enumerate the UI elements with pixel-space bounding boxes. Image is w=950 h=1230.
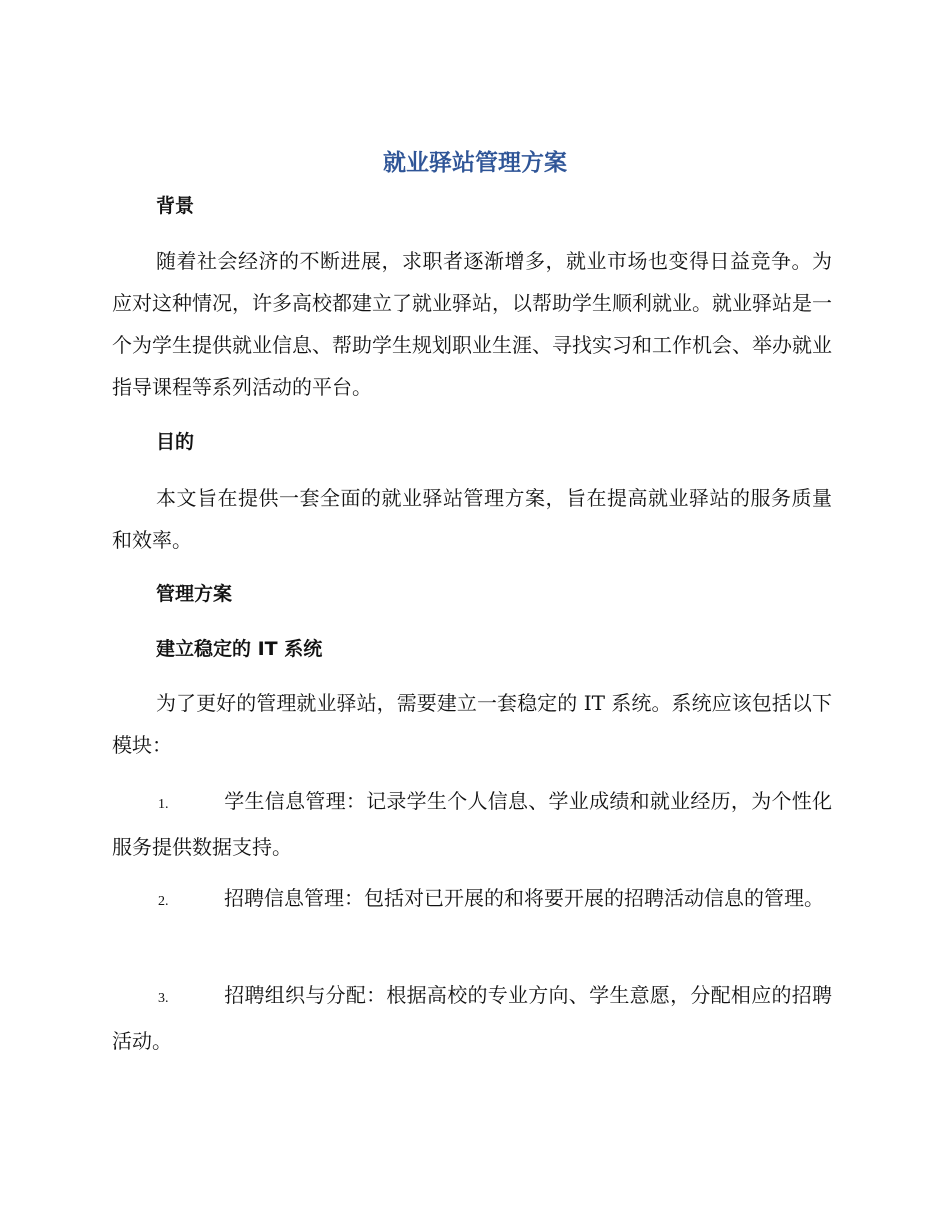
section-heading-plan: 管理方案 (156, 583, 233, 605)
list-item-3 (112, 974, 832, 1062)
list-item-text: 学生信息管理：记录学生个人信息、学业成绩和就业经历，为个性化服务提供数据支持。 (112, 789, 832, 859)
section-purpose-body (112, 477, 832, 561)
section-heading-it-system: 建立稳定的 IT 系统 (156, 638, 323, 660)
list-number: 2. (158, 894, 169, 909)
section-purpose-heading-block (112, 428, 832, 456)
list-item (112, 780, 832, 868)
section-background-body (112, 240, 832, 408)
list-item (112, 877, 832, 923)
background-paragraph: 随着社会经济的不断进展，求职者逐渐增多，就业市场也变得日益竞争。为应对这种情况，许多高校都建立了就业驿站，以帮助学生顺利就业。就业驿站是一个为学生提供就业信息、帮助学生规划职业生涯、寻找实习和工作机会、举办就业指导课程等系列活动的平台。 (112, 249, 832, 399)
list-item-2 (112, 877, 832, 923)
list-item-text: 招聘组织与分配：根据高校的专业方向、学生意愿，分配相应的招聘活动。 (112, 983, 832, 1053)
it-system-paragraph: 为了更好的管理就业驿站，需要建立一套稳定的 IT 系统。系统应该包括以下模块： (112, 691, 832, 757)
list-item-text: 招聘信息管理：包括对已开展的和将要开展的招聘活动信息的管理。 (224, 886, 824, 910)
section-it-body (112, 682, 832, 766)
section-heading-purpose: 目的 (156, 431, 195, 453)
list-item (112, 974, 832, 1062)
section-heading-background: 背景 (156, 195, 195, 217)
document-title: 就业驿站管理方案 (383, 150, 567, 176)
section-plan-heading-block (112, 580, 832, 608)
list-number: 3. (158, 991, 169, 1006)
list-number: 1. (158, 797, 169, 812)
list-item-1 (112, 780, 832, 868)
section-it-heading-block (112, 635, 832, 663)
section-background-heading-block (112, 192, 832, 220)
purpose-paragraph: 本文旨在提供一套全面的就业驿站管理方案，旨在提高就业驿站的服务质量和效率。 (112, 486, 832, 552)
